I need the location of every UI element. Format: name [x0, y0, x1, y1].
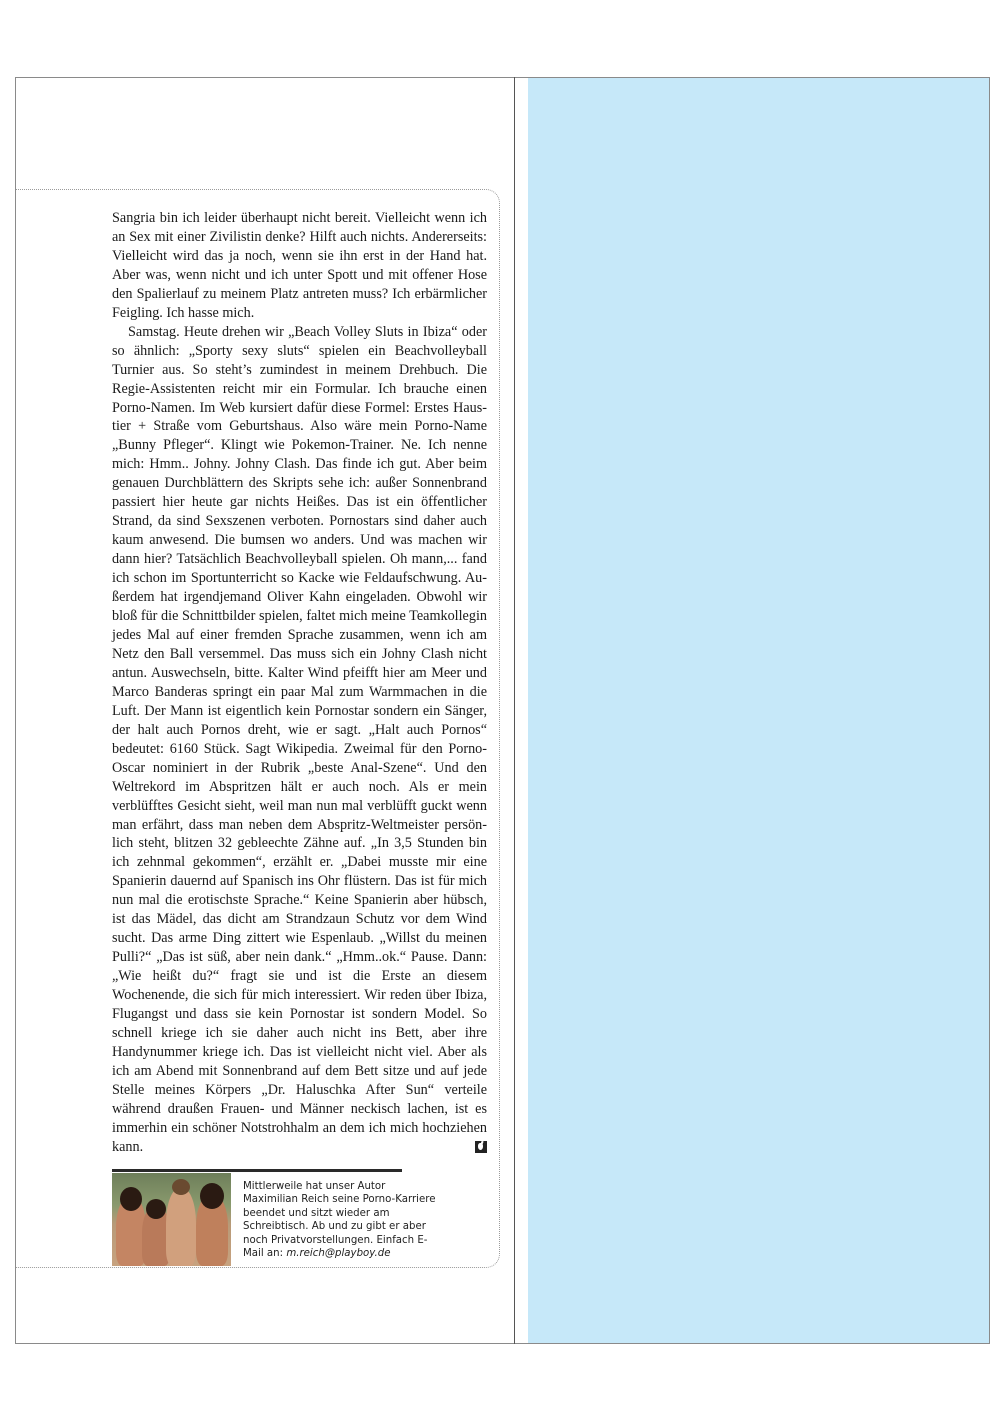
- bunny-logo-icon: [475, 1141, 487, 1153]
- caption-rule: [112, 1169, 402, 1172]
- paragraph-1: Sangria bin ich leider überhaupt nicht bereit. Vielleicht wenn ich an Sex mit einer Zivilistin denke? Hilft auch nichts. Andererseits: Vielleicht wird das ja noch, wenn sie ihn erst in der Hand hat. Aber was, wenn nicht und ich unter Spott und mit offener Hose den Spalierlauf zu meinem Platz antreten muss? Ich erbärmlicher Feigling. Ich hasse mich.: [112, 210, 487, 321]
- paragraph-2: [112, 323, 487, 1157]
- author-caption: [243, 1180, 443, 1260]
- author-photo: [112, 1173, 231, 1266]
- blue-panel: [528, 78, 989, 1343]
- paragraph-2-text: Samstag. Heute drehen wir „Beach Volley Sluts in Ibiza“ oder so ähnlich: „Sporty sexy sluts“ spielen ein Beachvolleyball Turnier aus. So steht’s zumindest in meinem Drehbuch. Die Regie-Assistenten reicht mir ein Formular. Ich brauche einen Porno-Namen. Im Web kursiert dafür diese Formel: Erstes Haustier + Straße vom Geburtshaus. Also wäre mein Porno-Name „Bunny Pfleger“. Klingt wie Pokemon-Trainer. Ne. Ich nenne mich: Hmm.. Johny. Johny Clash. Das finde ich gut. Aber beim genauen Durchblättern des Skripts sehe ich: außer Sonnenbrand passiert hier heute gar nichts Heißes. Das ist ein öffentlicher Strand, da sind Sexszenen verboten. Pornostars sind daher auch kaum anwesend. Die bumsen wo anders. Und was machen wir dann hier? Tatsächlich Beachvolleyball spielen. Oh mann,... fand ich schon im Sportunterricht so Kacke wie Feldaufschwung. Außerdem hat irgendjemand Oliver Kahn eingeladen. Obwohl wir bloß für die Schnittbilder spielen, faltet mich meine Teamkollegin jedes Mal auf einer fremden Sprache zusammen, wenn ich am Netz den Ball versemmel. Das muss sich ein Johny Clash nicht antun. Auswechseln, bitte. Kalter Wind pfeifft hier am Meer und Marco Banderas springt ein paar Mal zum Warmmachen in die Luft. Der Mann ist eigentlich kein Pornostar sondern ein Sänger, der halt auch Pornos dreht, wie er sagt. „Halt auch Pornos“ bedeutet: 6160 Stück. Sagt Wikipedia. Zweimal für den Porno-Oscar nominiert in der Rubrik „beste Anal-Szene“. Und den Weltrekord im Abspritzen hält er auch noch. Als er mein verblüfftes Gesicht sieht, weil man nun mal verblüfft guckt wenn man erfährt, dass man neben dem Abspritz-Weltmeister persönlich steht, blitzen 32 gebleechte Zähne auf. „In 3,5 Stunden bin ich zehnmal gekommen“, erzählt er. „Dabei musste mir eine Spanierin dauernd auf Spanisch ins Ohr flüstern. Das ist für mich nun mal die erotischste Sprache.“ Keine Spanierin aber hübsch, ist das Mädel, das dicht am Strandzaun Schutz vor dem Wind sucht. Das arme Ding zittert wie Espenlaub. „Willst du meinen Pulli?“ „Das ist süß, aber nein dank.“ „Hmm..ok.“ Pause. Dann: „Wie heißt du?“ fragt sie und ist die Erste an diesem Wochenende, die sich für mich interessiert. Wir reden über Ibiza, Flugangst und dass sie kein Pornostar ist sondern Model. So schnell kriege ich sie daher auch nicht ins Bett, aber ihre Handynummer kriege ich. Das ist vielleicht nicht viel. Aber als ich am Abend mit Sonnenbrand auf dem Bett sitze und auf jede Stelle meines Körpers „Dr. Haluschka After Sun“ verteile während draußen Frauen- und Männer neckisch lachen, ist es immerhin ein schöner Notstrohhalm an dem ich mich hochziehen kann.: [112, 323, 487, 1155]
- column-divider: [514, 77, 515, 1344]
- caption-text: Mittlerweile hat unser Autor Maximilian Reich seine Porno-Karriere beendet und sitzt wieder am Schreibtisch. Ab und zu gibt er aber noch Privatvorstellungen. Einfach E-Mail an:: [243, 1181, 436, 1260]
- email-link[interactable]: m.reich@playboy.de: [286, 1248, 391, 1260]
- article-body: [112, 209, 487, 1157]
